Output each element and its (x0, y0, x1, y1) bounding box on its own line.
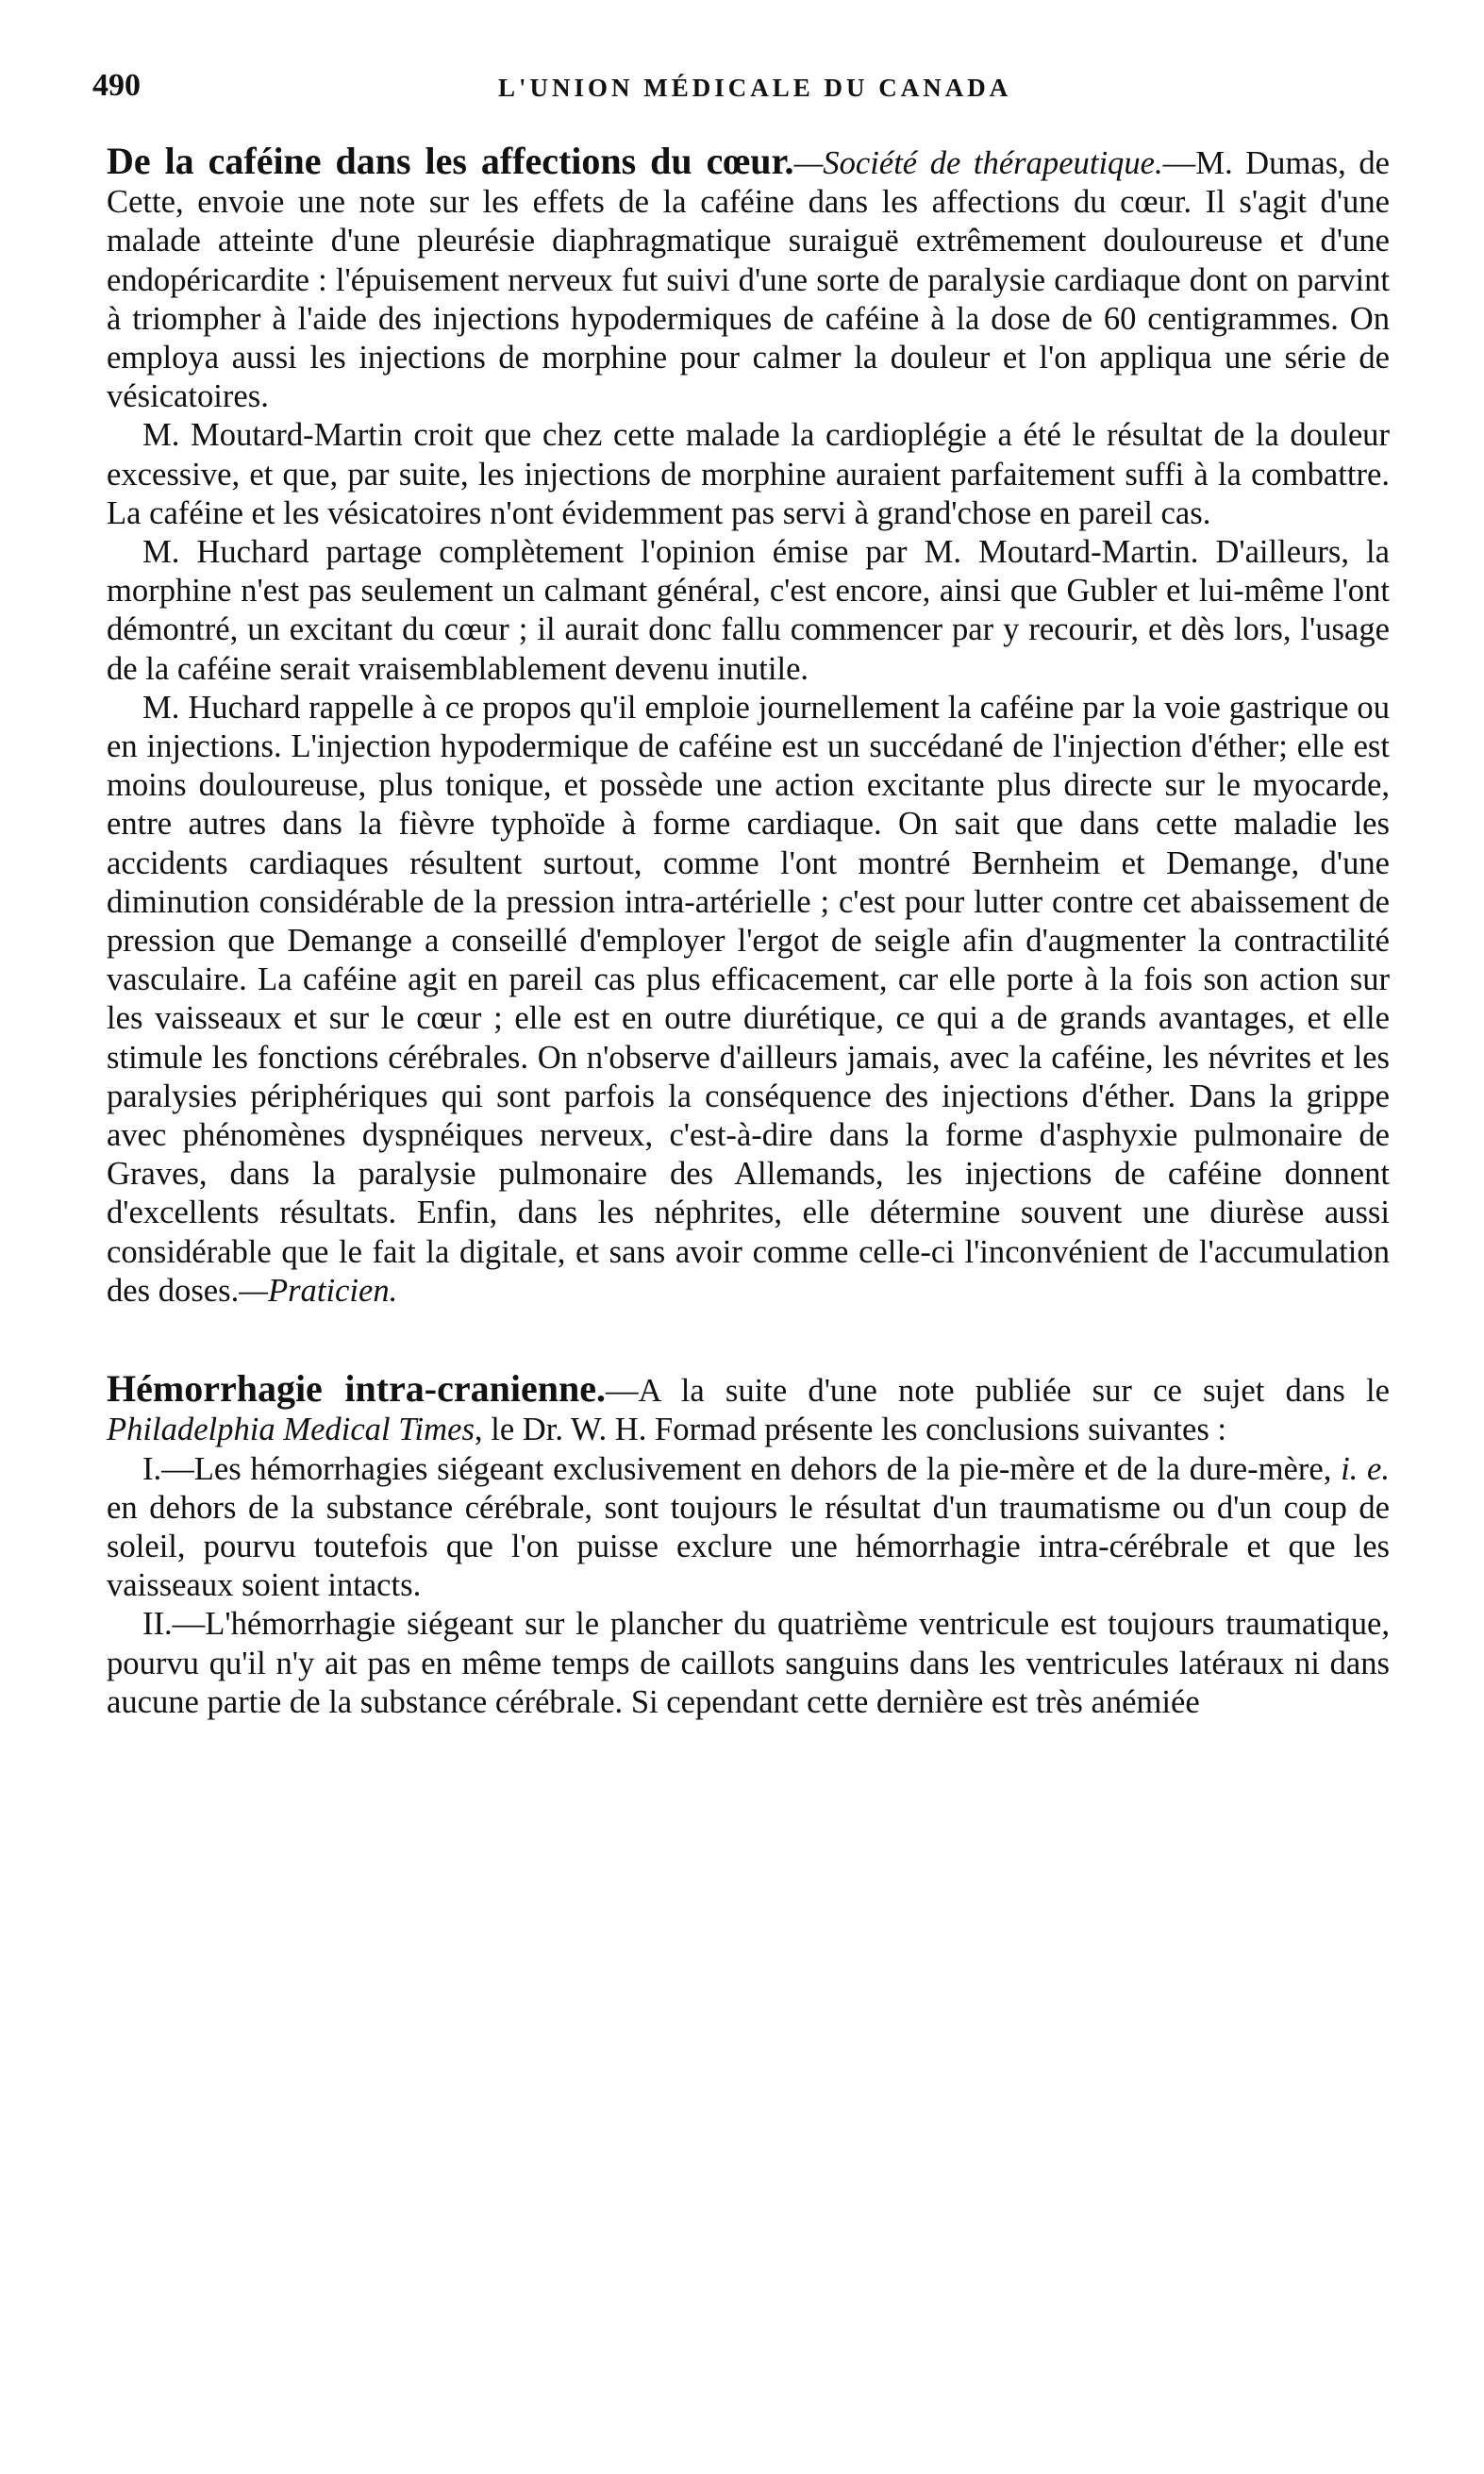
conclusion-1 (107, 1450, 1390, 1606)
journal-name-reference: Philadelphia Medical Times (107, 1412, 475, 1448)
article-caffeine-source: —Société de thérapeutique. (793, 145, 1163, 181)
article-caffeine-paragraph-4 (107, 689, 1390, 1311)
page-number: 490 (92, 68, 141, 103)
article-hemorrhage-intro-b: , le Dr. W. H. Formad présente les conclusions suivantes : (474, 1412, 1227, 1448)
conclusion-2: II.—L'hémorrhagie siégeant sur le plancher du quatrième ventricule est toujours traumatique, pourvu qu'il n'y ait pas en même temps de caillots sanguins dans les ventricules latéraux ni dans aucune partie de la substance cérébrale. Si cependant cette dernière est très anémiée (107, 1606, 1390, 1720)
article-hemorrhage-title: Hémorrhagie intra-cranienne. (107, 1367, 606, 1411)
article-caffeine-text-1: —M. Dumas, de Cette, envoie une note sur les effets de la caféine dans les affections du cœur. Il s'agit d'une malade atteinte d'une pleurésie diaphragmatique suraiguë extrêmement douloureuse et d'une endopéricardite : l'épuisement nerveux fut suivi d'une sorte de paralysie cardiaque dont on parvint à triompher à l'aide des injections hypodermiques de caféine à la dose de 60 centigrammes. On employa aussi les injections de morphine pour calmer la douleur et l'on appliqua une série de vésicatoires. (107, 145, 1390, 415)
page-body (107, 142, 1390, 1722)
journal-title: L'UNION MÉDICALE DU CANADA (498, 74, 1012, 102)
running-head (92, 68, 1413, 106)
article-caffeine-paragraph-2: M. Moutard-Martin croit que chez cette malade la cardioplégie a été le résultat de la douleur excessive, et que, par suite, les injections de morphine auraient parfaitement suffi à la combattre. La caféine et les vésicatoires n'ont évidemment pas servi à grand'chose en pareil cas. (107, 417, 1390, 531)
conclusion-1-ie: i. e. (1341, 1450, 1390, 1487)
article-caffeine-title: De la caféine dans les affections du cœur. (107, 140, 794, 182)
article-caffeine-credit: —Praticien. (239, 1272, 398, 1309)
article-hemorrhage-intro-a: —A la suite d'une note publiée sur ce sujet dans le (605, 1373, 1390, 1410)
conclusion-1-a: I.—Les hémorrhagies siégeant exclusivement en dehors de la pie-mère et de la dure-mère, (142, 1450, 1342, 1487)
article-caffeine-text-4: M. Huchard rappelle à ce propos qu'il emploie journellement la caféine par la voie gastrique ou en injections. L'injection hypodermique de caféine est un succédané de l'injection d'éther; elle est moins douloureuse, plus tonique, et possède une action excitante plus directe sur le myocarde, entre autres dans la fièvre typhoïde à forme cardiaque. On sait que dans cette maladie les accidents cardiaques résultent surtout, comme l'ont montré Bernheim et Demange, d'une diminution considérable de la pression intra-artérielle ; c'est pour lutter contre cet abaissement de pression que Demange a conseillé d'employer l'ergot de seigle afin d'augmenter la contractilité vasculaire. La caféine agit en pareil cas plus efficacement, car elle porte à la fois son action sur les vaisseaux et sur le cœur ; elle est en outre diurétique, ce qui a de grands avantages, et elle stimule les fonctions cérébrales. On n'observe d'ailleurs jamais, avec la caféine, les névrites et les paralysies périphériques qui sont parfois la conséquence des injections d'éther. Dans la grippe avec phénomènes dyspnéiques nerveux, c'est-à-dire dans la forme d'asphyxie pulmonaire de Graves, dans la paralysie pulmonaire des Allemands, les injections de caféine donnent d'excellents résultats. Enfin, dans les néphrites, elle détermine souvent une diurèse aussi considérable que le fait la digitale, et sans avoir comme celle-ci l'inconvénient de l'accumulation des doses. (107, 689, 1390, 1309)
conclusion-1-b: en dehors de la substance cérébrale, sont toujours le résultat d'un traumatisme ou d'un coup de soleil, pourvu toutefois que l'on puisse exclure une hémorrhagie intra-cérébrale et que les vaisseaux soient intacts. (107, 1489, 1390, 1604)
article-hemorrhage-intro (107, 1369, 1390, 1449)
article-caffeine-paragraph-1 (107, 142, 1390, 416)
article-caffeine-paragraph-3: M. Huchard partage complètement l'opinion émise par M. Moutard-Martin. D'ailleurs, la morphine n'est pas seulement un calmant général, c'est encore, ainsi que Gubler et lui-même l'ont démontré, un excitant du cœur ; il aurait donc fallu commencer par y recourir, et dès lors, l'usage de la caféine serait vraisemblablement devenu inutile. (107, 534, 1390, 687)
section-gap (107, 1311, 1390, 1369)
